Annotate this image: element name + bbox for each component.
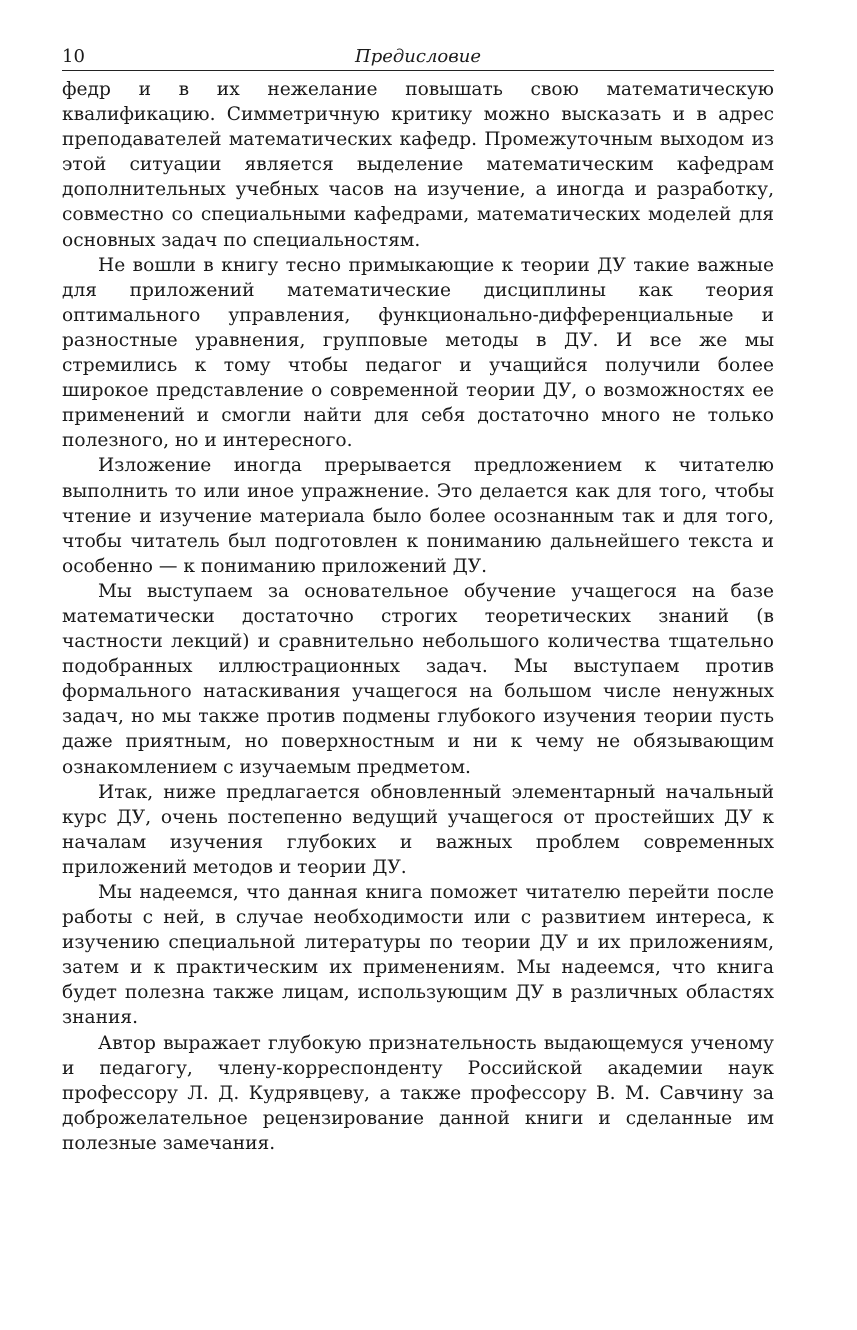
paragraph-exercises: Изложение иногда прерывается предложением к читателю выполнить то или иное упражнение. Это делается как для того, чтобы чтение и изучение материала было более осознанным так и для того, чтобы читатель был подготовлен к пониманию дальнейшего текста и особенно — к пониманию приложений ДУ. [62,455,774,577]
paragraph-teaching-approach: Мы выступаем за основательное обучение учащегося на базе математически достаточно строгих теоретических знаний (в частности лекций) и сравнительно небольшого количества тщательно подобранных иллюстрационных задач. Мы выступаем против формального натаскивания учащегося на большом числе ненужных задач, но мы также против подмены глубокого изучения теории пусть даже приятным, но поверхностным и ни к чему не обязывающим ознакомлением с изучаемым предметом. [62,580,774,778]
section-title: Предисловие [355,46,481,67]
paragraph-scope: Не вошли в книгу тесно примыкающие к теории ДУ такие важные для приложений математические дисциплины как теория оптимального управления, функционально-дифференциальные и разностные уравнения, групповые методы в ДУ. И все же мы стремились к тому чтобы педагог и учащийся получили более широкое представление о современной теории ДУ, о возможностях ее применений и смогли найти для себя достаточно много не только полезного, но и интересного. [62,254,774,452]
paragraph-acknowledgements: Автор выражает глубокую признательность выдающемуся ученому и педагогу, члену-корреспонденту Российской академии наук профессору Л. Д. Кудрявцеву, а также профессору В. М. Савчину за доброжелательное рецензирование данной книги и сделанные им полезные замечания. [62,1032,774,1154]
paragraph-course-summary: Итак, ниже предлагается обновленный элементарный начальный курс ДУ, очень постепенно ведущий учащегося от простейших ДУ к началам изучения глубоких и важных проблем современных приложений методов и теории ДУ. [62,781,774,878]
page-number: 10 [62,46,85,67]
paragraph-hopes: Мы надеемся, что данная книга поможет читателю перейти после работы с ней, в случае необходимости или с развитием интереса, к изучению специальной литературы по теории ДУ и их приложениям, затем и к практическим их применениям. Мы надеемся, что книга будет полезна также лицам, использующим ДУ в различных областях знания. [62,882,774,1029]
body-text [62,77,774,1156]
book-page [62,44,774,1156]
paragraph-continuation: федр и в их нежелание повышать свою математическую квалификацию. Симметричную критику можно высказать и в адрес преподавателей математических кафедр. Промежуточным выходом из этой ситуации является выделение математическим кафедрам дополнительных учебных часов на изучение, а иногда и разработку, совместно со специальными кафедрами, математических моделей для основных задач по специальностям. [62,79,774,251]
running-header [62,44,774,71]
